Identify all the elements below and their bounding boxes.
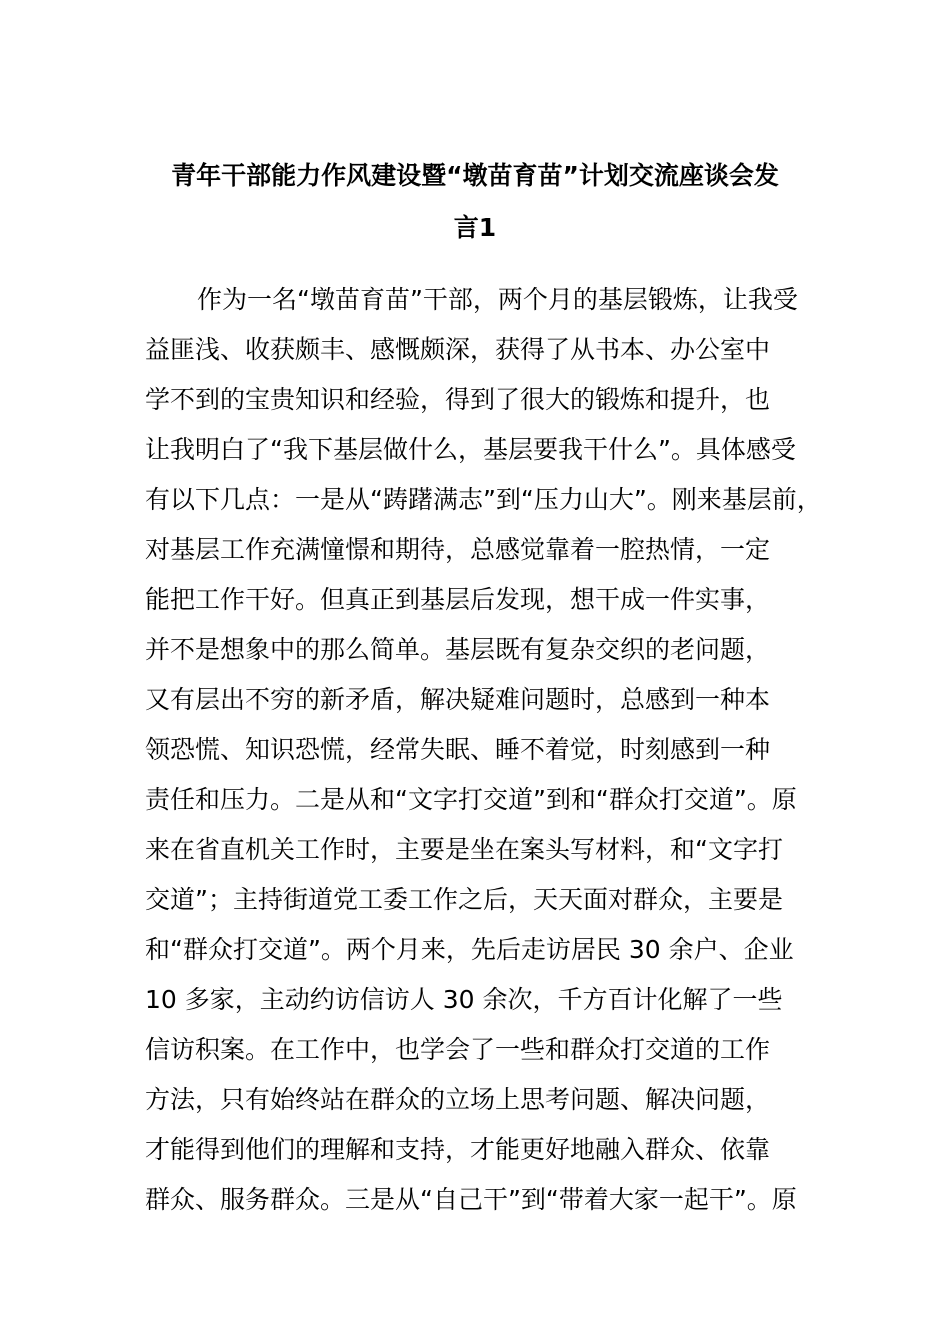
body-line: 能把工作干好。但真正到基层后发现，想干成一件实事， xyxy=(145,585,771,614)
body-line: 才能得到他们的理解和支持，才能更好地融入群众、依靠 xyxy=(145,1135,771,1164)
body-line: 学不到的宝贵知识和经验，得到了很大的锻炼和提升，也 xyxy=(145,385,771,414)
body-line: 交道”；主持街道党工委工作之后，天天面对群众，主要是 xyxy=(145,885,783,914)
body-line: 责任和压力。二是从和“文字打交道”到和“群众打交道”。原 xyxy=(145,785,797,814)
document-title xyxy=(130,150,820,254)
body-line: 益匪浅、收获颇丰、感慨颇深，获得了从书本、办公室中 xyxy=(145,335,771,364)
body-line: 信访积案。在工作中，也学会了一些和群众打交道的工作 xyxy=(145,1035,771,1064)
body-line: 领恐慌、知识恐慌，经常失眠、睡不着觉，时刻感到一种 xyxy=(145,735,771,764)
body-line: 方法，只有始终站在群众的立场上思考问题、解决问题， xyxy=(145,1085,771,1114)
body-line: 让我明白了“我下基层做什么，基层要我干什么”。具体感受 xyxy=(145,435,796,464)
body-line: 有以下几点：一是从“踌躇满志”到“压力山大”。刚来基层前， xyxy=(145,485,822,514)
body-line: 10 多家，主动约访信访人 30 余次，千方百计化解了一些 xyxy=(145,985,783,1014)
body-line: 来在省直机关工作时，主要是坐在案头写材料，和“文字打 xyxy=(145,835,783,864)
body-line: 群众、服务群众。三是从“自己干”到“带着大家一起干”。原 xyxy=(145,1185,797,1214)
body-line: 并不是想象中的那么简单。基层既有复杂交织的老问题， xyxy=(145,635,771,664)
body-line: 对基层工作充满憧憬和期待，总感觉靠着一腔热情，一定 xyxy=(145,535,771,564)
body-line: 又有层出不穷的新矛盾，解决疑难问题时，总感到一种本 xyxy=(145,685,771,714)
title-line-2: 言1 xyxy=(453,213,497,242)
body-line: 作为一名“墩苗育苗”干部，两个月的基层锻炼，让我受 xyxy=(197,285,798,314)
body-line: 和“群众打交道”。两个月来，先后走访居民 30 余户、企业 xyxy=(145,935,794,964)
document-body xyxy=(145,275,845,1225)
title-line-1: 青年干部能力作风建设暨“墩苗育苗”计划交流座谈会发 xyxy=(171,161,779,190)
